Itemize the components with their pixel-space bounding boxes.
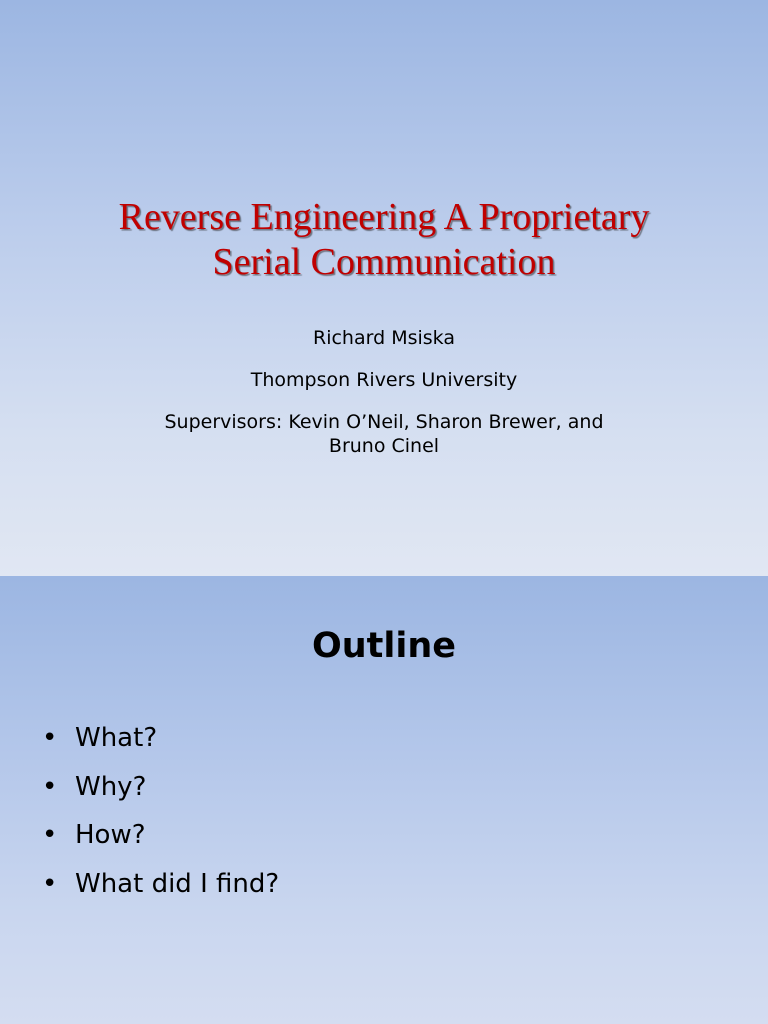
list-item bbox=[40, 763, 720, 812]
bullet-icon: • bbox=[42, 820, 58, 850]
outline-slide bbox=[0, 576, 768, 1024]
list-item bbox=[40, 860, 720, 909]
supervisors-line-1: Supervisors: Kevin O’Neil, Sharon Brewer, and bbox=[164, 411, 604, 433]
outline-title: Outline bbox=[311, 626, 457, 666]
outline-bullet-list bbox=[40, 714, 720, 908]
bullet-icon: • bbox=[42, 868, 58, 899]
list-item bbox=[40, 714, 720, 763]
list-item bbox=[40, 811, 720, 860]
bullet-icon: • bbox=[42, 771, 58, 802]
author-name: Richard Msiska bbox=[313, 327, 455, 349]
slide-title-line-2: Serial Communication bbox=[212, 241, 556, 283]
slide-subtitle-block bbox=[80, 326, 688, 476]
supervisors-line-2: Bruno Cinel bbox=[328, 435, 440, 457]
list-item-text: How? bbox=[75, 820, 146, 850]
list-item-text: Why? bbox=[75, 771, 147, 802]
list-item-text: What? bbox=[75, 723, 158, 753]
slide-title-line-1: Reverse Engineering A Proprietary bbox=[118, 196, 650, 238]
institution-name: Thompson Rivers University bbox=[250, 369, 518, 391]
slide-title bbox=[40, 195, 728, 285]
list-item-text: What did I find? bbox=[75, 868, 280, 899]
bullet-icon: • bbox=[42, 723, 58, 753]
